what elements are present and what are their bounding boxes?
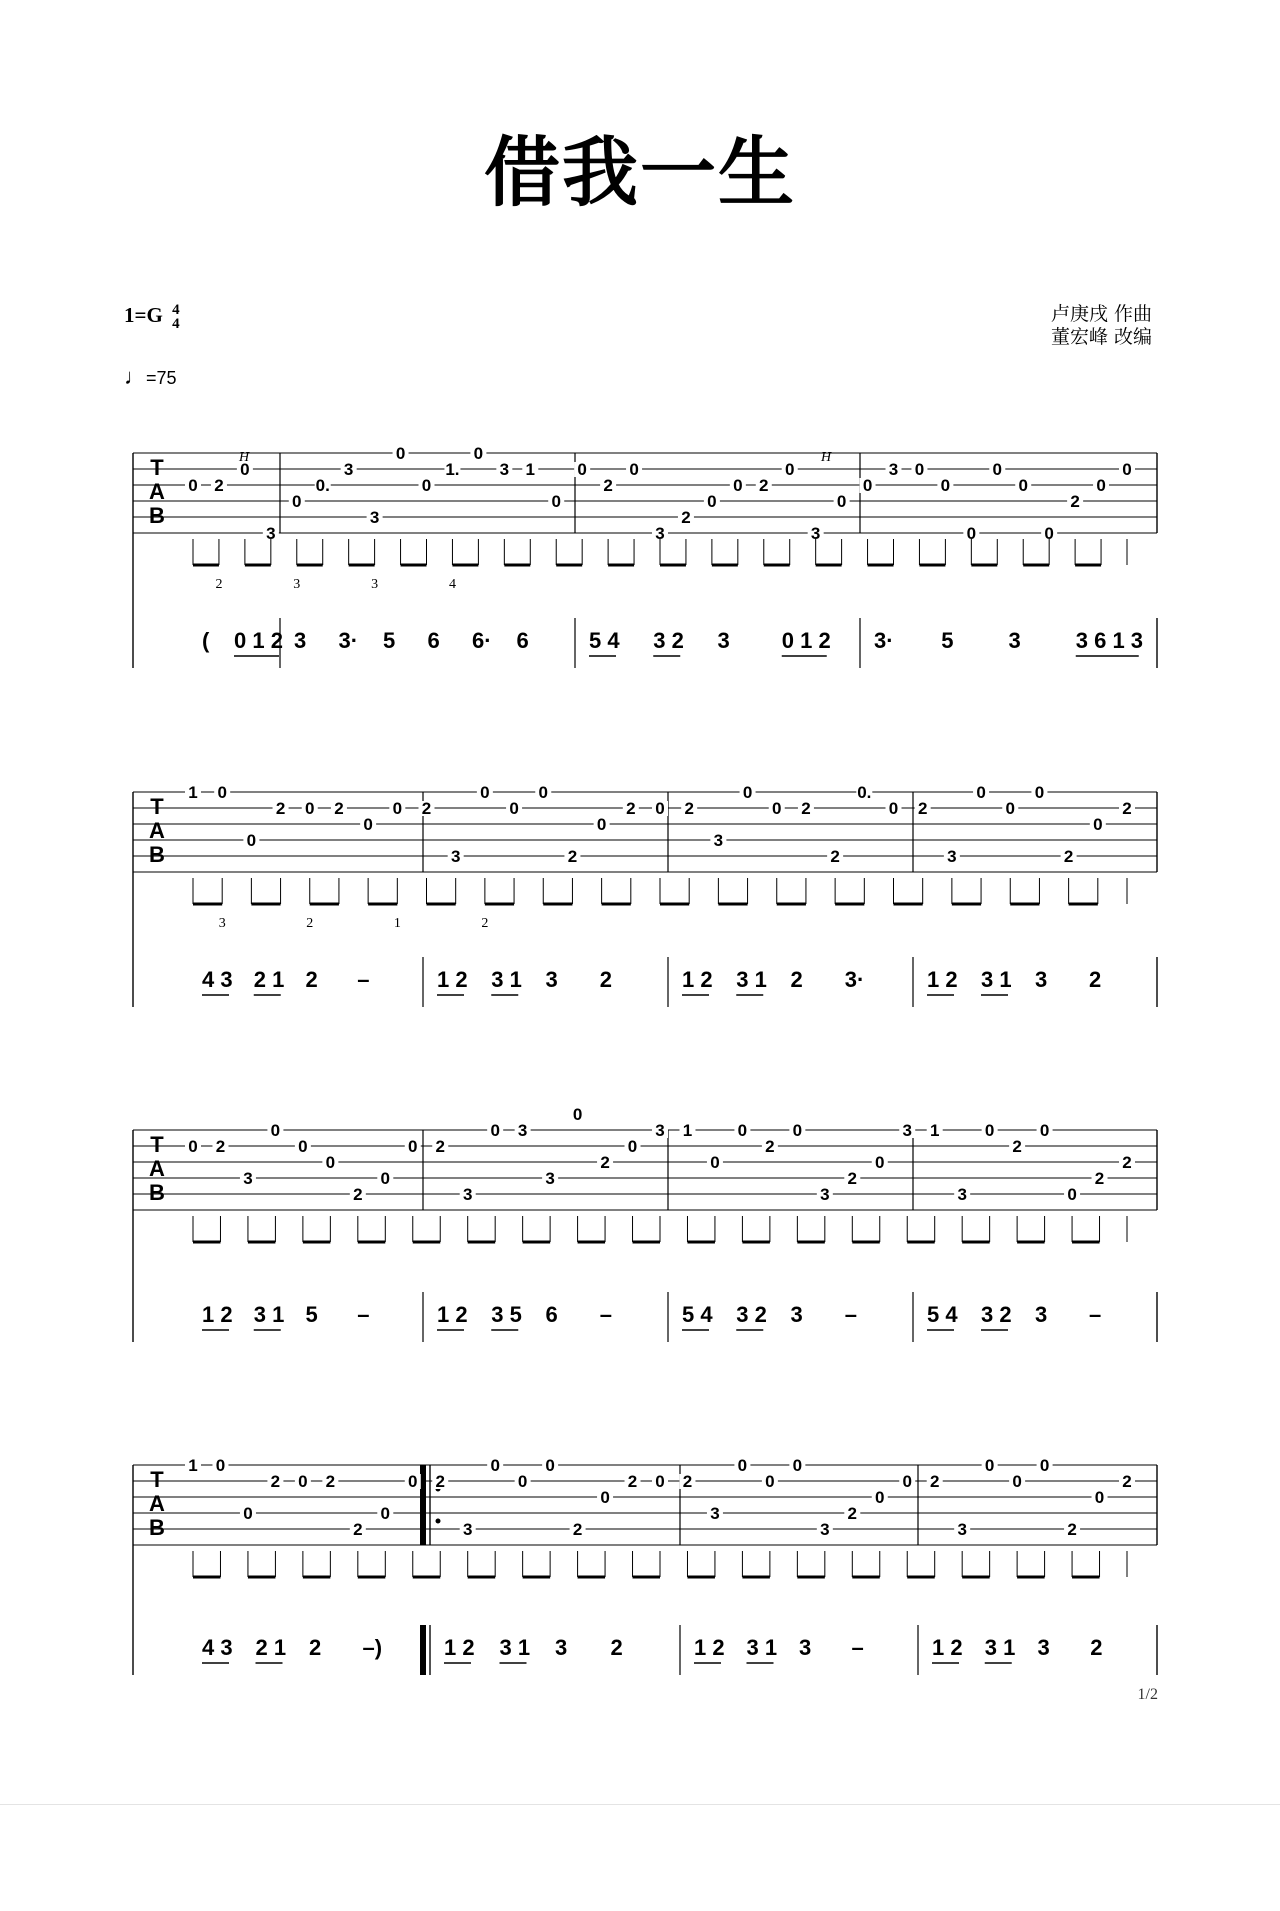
jianpu-note: 3 (294, 628, 307, 653)
tab-fret-number: 2 (1122, 1153, 1132, 1172)
tab-fret-number: 0 (707, 492, 717, 511)
jianpu-note: 3 1 (253, 1302, 285, 1327)
tab-fret-number: 2 (765, 1137, 775, 1156)
jianpu-note: 5 (305, 1302, 318, 1327)
fingering-number: 2 (481, 916, 489, 931)
jianpu-note: 2 (305, 967, 318, 992)
arranger-credit: 董宏峰 改编 (1050, 326, 1152, 348)
tab-fret-number: 0 (363, 815, 373, 834)
tab-fret-number: 2 (801, 799, 811, 818)
tab-fret-number: 0 (966, 524, 977, 543)
tab-fret-number: 0 (1039, 1456, 1050, 1475)
tab-fret-number: 2 (917, 799, 928, 818)
jianpu-note: 1 2 (694, 1635, 725, 1660)
tab-fret-number: 2 (215, 1137, 226, 1156)
tab-fret-number: 2 (334, 799, 344, 818)
tab-fret-number: 0 (765, 1472, 775, 1491)
tab-fret-number: 0 (875, 1488, 885, 1507)
tab-clef-letter: A (149, 479, 165, 504)
tab-fret-number: 0 (509, 799, 519, 818)
tab-fret-number: 1 (188, 1456, 198, 1475)
tab-fret-number: 2 (626, 799, 636, 818)
tab-fret-number: 0 (792, 1456, 803, 1475)
tempo-value: =75 (146, 368, 177, 388)
tab-fret-number: 0 (577, 460, 587, 479)
jianpu-note: 2 1 (255, 1635, 287, 1660)
tab-fret-number: 0 (408, 1472, 418, 1491)
tab-fret-number: 2 (214, 476, 224, 495)
tab-fret-number: 0 (1096, 476, 1106, 495)
composer-credit: 卢庚戌 作曲 (1050, 303, 1152, 325)
tab-fret-number: 3 (655, 1121, 665, 1140)
jianpu-note: 6 (427, 628, 440, 653)
tab-fret-number: 0 (1067, 1185, 1077, 1204)
tab-fret-number: 3 (266, 524, 276, 543)
tab-fret-number: 1 (682, 1121, 693, 1140)
tab-fret-number: 3 (888, 460, 899, 479)
jianpu-note: 4 3 (202, 967, 233, 992)
tab-fret-number: 0 (298, 1472, 308, 1491)
tab-fret-number: 2 (830, 847, 840, 866)
tab-fret-number: 0 (596, 815, 607, 834)
tab-fret-number: 3 (957, 1185, 967, 1204)
tab-fret-number: 0 (551, 492, 561, 511)
tab-clef-letter: B (149, 503, 165, 528)
tab-fret-number: 2 (600, 1153, 610, 1172)
tab-fret-number: 0 (733, 476, 743, 495)
tab-fret-number: 2 (353, 1185, 363, 1204)
tab-fret-number: 2 (1012, 1137, 1022, 1156)
jianpu-note: 1 2 (927, 967, 958, 992)
jianpu-note: 2 (610, 1635, 623, 1660)
tab-fret-number: 0 (408, 1137, 418, 1156)
tab-fret-number: 0 (480, 783, 490, 802)
fingering-number: 3 (218, 916, 226, 931)
tab-fret-number: 0 (240, 460, 250, 479)
jianpu-note: 3 (790, 1302, 803, 1327)
jianpu-note: – (599, 1302, 612, 1327)
tab-fret-number: 0 (545, 1456, 555, 1475)
tab-fret-number: 0 (984, 1121, 995, 1140)
tab-fret-number: 2 (1063, 847, 1074, 866)
tab-clef-letter: T (150, 794, 164, 819)
page-number: 1/2 (1137, 1686, 1158, 1703)
tab-fret-number: 0 (792, 1121, 803, 1140)
jianpu-note: – (1089, 1302, 1102, 1327)
jianpu-note: – (844, 1302, 857, 1327)
tab-fret-number: 0. (315, 476, 330, 495)
tab-fret-number: 3 (713, 831, 724, 850)
tab-fret-number: 0 (298, 1137, 308, 1156)
tab-fret-number: 3 (957, 1520, 967, 1539)
tab-fret-number: 2 (325, 1472, 336, 1491)
jianpu-note: 3 (1035, 967, 1048, 992)
jianpu-note: 3 (545, 967, 558, 992)
tab-fret-number: 3 (655, 524, 665, 543)
jianpu-note: – (851, 1635, 864, 1660)
tab-fret-number: 0 (421, 476, 432, 495)
jianpu-note: 5 4 (589, 628, 620, 653)
tab-clef-letter: B (149, 1515, 165, 1540)
jianpu-note: 3 2 (653, 628, 684, 653)
tab-fret-number: 0 (1044, 524, 1054, 543)
tab-fret-number: 1 (929, 1121, 940, 1140)
hammer-on-mark: H (238, 450, 250, 465)
tab-fret-number: 3 (462, 1520, 473, 1539)
tab-fret-number: 3 (462, 1185, 473, 1204)
jianpu-note: 2 (1089, 967, 1102, 992)
jianpu-note: 2 1 (253, 967, 285, 992)
tab-fret-number: 0. (857, 783, 872, 802)
tab-fret-number: 0 (305, 799, 315, 818)
tab-fret-number: 3 (517, 1121, 528, 1140)
jianpu-note: 3 (1037, 1635, 1050, 1660)
jianpu-note: 3 (555, 1635, 568, 1660)
tab-fret-number: 3 (369, 508, 380, 527)
page-title: 借我一生 (484, 128, 796, 217)
tab-fret-number: 0 (875, 1153, 885, 1172)
tab-fret-number: 2 (682, 1472, 693, 1491)
quarter-note-icon: ♩ (124, 364, 146, 389)
tab-fret-number: 0 (600, 1488, 610, 1507)
tab-fret-number: 2 (1122, 1472, 1132, 1491)
key-label: 1=G (124, 303, 163, 327)
jianpu-note: 1 2 (437, 967, 468, 992)
jianpu-note: 1 2 (437, 1302, 468, 1327)
tab-fret-number: 3 (710, 1504, 720, 1523)
tab-fret-number: 2 (627, 1472, 638, 1491)
jianpu-note: 1 2 (682, 967, 713, 992)
jianpu-note: 2 (790, 967, 803, 992)
jianpu-note: 3· (844, 967, 865, 992)
tab-fret-number: 0 (217, 783, 227, 802)
tab-fret-number: 0 (188, 1137, 198, 1156)
tab-fret-number: 1 (188, 783, 198, 802)
tab-fret-number: 2 (847, 1504, 858, 1523)
tab-fret-number: 1. (445, 460, 460, 479)
tab-fret-number: 2 (929, 1472, 940, 1491)
fingering-number: 2 (306, 916, 314, 931)
tab-fret-number: 1 (525, 460, 536, 479)
jianpu-note: 3 (1008, 628, 1021, 653)
tab-fret-number: 0 (325, 1153, 336, 1172)
tab-fret-number: 3 (902, 1121, 912, 1140)
fingering-number: 1 (393, 916, 401, 931)
tab-fret-number: 0 (490, 1456, 500, 1475)
tab-fret-number: 0 (862, 476, 873, 495)
tab-clef-letter: B (149, 842, 165, 867)
tab-fret-number: 0 (655, 799, 665, 818)
tab-fret-number: 2 (435, 1137, 445, 1156)
tab-fret-number: 3 (343, 460, 354, 479)
tab-clef-letter: T (150, 455, 164, 480)
jianpu-note: 3 1 (491, 967, 522, 992)
fingering-number: 2 (215, 577, 223, 592)
jianpu-note: 4 3 (202, 1635, 233, 1660)
jianpu-note: 2 (309, 1635, 322, 1660)
tab-fret-number: 3 (243, 1169, 253, 1188)
hammer-on-mark: H (820, 450, 832, 465)
tab-clef-letter: A (149, 1156, 165, 1181)
tab-fret-number: 0 (992, 460, 1003, 479)
tab-fret-number: 2 (270, 1472, 281, 1491)
tab-fret-number: 2 (681, 508, 691, 527)
tab-fret-number: 0 (914, 460, 925, 479)
tab-fret-number: 0 (1122, 460, 1132, 479)
tab-fret-number: 2 (421, 799, 432, 818)
jianpu-note: 2 (599, 967, 612, 992)
tab-fret-number: 0 (629, 460, 639, 479)
tab-fret-number: 3 (545, 1169, 555, 1188)
jianpu-note: 1 2 (932, 1635, 963, 1660)
tab-fret-number: 0 (538, 783, 548, 802)
tab-clef-letter: B (149, 1180, 165, 1205)
jianpu-note: 3 1 (984, 1635, 1016, 1660)
tab-fret-number: 0 (380, 1504, 391, 1523)
jianpu-note: 3 1 (746, 1635, 778, 1660)
tab-fret-number: 3 (820, 1185, 830, 1204)
jianpu-note: 3 (1035, 1302, 1048, 1327)
tab-fret-number: 0 (984, 1456, 995, 1475)
jianpu-note: 1 2 (444, 1635, 475, 1660)
jianpu-note: 3 (799, 1635, 812, 1660)
jianpu-note: 3 (717, 628, 730, 653)
tab-fret-number: 0 (888, 799, 899, 818)
tab-fret-number: 3 (810, 524, 821, 543)
jianpu-note: 5 4 (927, 1302, 958, 1327)
tab-fret-number: 0 (517, 1472, 528, 1491)
tab-fret-number: 0 (490, 1121, 500, 1140)
jianpu-note: 0 1 2 (234, 628, 283, 653)
jianpu-note: 3 1 (981, 967, 1012, 992)
jianpu-note: 0 1 2 (781, 628, 831, 653)
jianpu-note: 6 (516, 628, 529, 653)
fingering-number: 3 (371, 577, 379, 592)
tab-fret-number: 0 (836, 492, 847, 511)
tab-fret-number: 0 (1034, 783, 1045, 802)
tab-fret-number: 3 (820, 1520, 830, 1539)
tab-fret-number: 2 (1122, 799, 1132, 818)
tab-fret-number: 2 (567, 847, 578, 866)
jianpu-note: 3 1 (736, 967, 767, 992)
tab-fret-number: 0 (627, 1137, 638, 1156)
jianpu-note: –) (362, 1635, 383, 1660)
jianpu-note: 3 2 (981, 1302, 1012, 1327)
time-bottom: 4 (172, 316, 180, 333)
tab-fret-number: 0 (1005, 799, 1015, 818)
jianpu-note: 2 (1090, 1635, 1103, 1660)
tab-fret-number: 3 (947, 847, 957, 866)
tab-fret-number: 2 (353, 1520, 363, 1539)
jianpu-note: 5 (383, 628, 396, 653)
tab-fret-number: 0 (710, 1153, 720, 1172)
tab-fret-number: 0 (940, 476, 951, 495)
tab-fret-number: 0 (572, 1105, 583, 1124)
tab-fret-number: 0 (292, 492, 302, 511)
jianpu-note: – (357, 1302, 370, 1327)
jianpu-note: ( (202, 628, 210, 653)
tab-fret-number: 0 (246, 831, 257, 850)
tab-fret-number: 0 (1039, 1121, 1050, 1140)
tab-fret-number: 3 (450, 847, 461, 866)
jianpu-note: 3 5 (491, 1302, 522, 1327)
tab-fret-number: 0 (270, 1121, 281, 1140)
jianpu-note: 6· (472, 628, 492, 653)
tab-fret-number: 0 (655, 1472, 665, 1491)
jianpu-note: 3 2 (736, 1302, 767, 1327)
time-top: 4 (172, 302, 180, 319)
tab-clef-letter: A (149, 818, 165, 843)
tab-clef-letter: T (150, 1132, 164, 1157)
tab-fret-number: 2 (847, 1169, 858, 1188)
tab-fret-number: 0 (1018, 476, 1028, 495)
tab-fret-number: 0 (737, 1121, 748, 1140)
tab-fret-number: 2 (603, 476, 613, 495)
tab-fret-number: 0 (742, 783, 753, 802)
tab-fret-number: 0 (395, 444, 406, 463)
tab-fret-number: 3 (499, 460, 510, 479)
jianpu-note: 5 (941, 628, 954, 653)
footer-divider (0, 1804, 1280, 1805)
jianpu-note: 5 4 (682, 1302, 713, 1327)
jianpu-note: 3 6 1 3 (1075, 628, 1144, 653)
fingering-number: 4 (448, 577, 456, 592)
tab-fret-number: 0 (392, 799, 403, 818)
tab-clef-letter: T (150, 1467, 164, 1492)
jianpu-note: – (357, 967, 370, 992)
tab-fret-number: 0 (380, 1169, 391, 1188)
tab-fret-number: 0 (1093, 815, 1103, 834)
tab-fret-number: 0 (215, 1456, 226, 1475)
tab-fret-number: 0 (473, 444, 484, 463)
tab-fret-number: 2 (684, 799, 694, 818)
tab-fret-number: 2 (1094, 1169, 1105, 1188)
tab-fret-number: 2 (1070, 492, 1080, 511)
tab-clef-letter: A (149, 1491, 165, 1516)
tab-fret-number: 0 (1094, 1488, 1105, 1507)
tab-fret-number: 2 (572, 1520, 583, 1539)
tab-fret-number: 0 (976, 783, 986, 802)
jianpu-note: 3 1 (499, 1635, 531, 1660)
tab-fret-number: 0 (188, 476, 198, 495)
tab-fret-number: 0 (902, 1472, 912, 1491)
tab-fret-number: 2 (435, 1472, 445, 1491)
repeat-dot (436, 1519, 441, 1524)
tab-fret-number: 0 (1012, 1472, 1022, 1491)
tab-fret-number: 0 (784, 460, 795, 479)
tab-fret-number: 2 (759, 476, 769, 495)
tab-fret-number: 2 (1067, 1520, 1077, 1539)
tab-fret-number: 2 (275, 799, 286, 818)
tab-fret-number: 0 (737, 1456, 748, 1475)
tab-fret-number: 0 (772, 799, 782, 818)
jianpu-note: 1 2 (202, 1302, 233, 1327)
jianpu-note: 3· (338, 628, 359, 653)
jianpu-note: 3· (874, 628, 894, 653)
fingering-number: 3 (293, 577, 301, 592)
jianpu-note: 6 (545, 1302, 558, 1327)
tab-fret-number: 0 (243, 1504, 253, 1523)
